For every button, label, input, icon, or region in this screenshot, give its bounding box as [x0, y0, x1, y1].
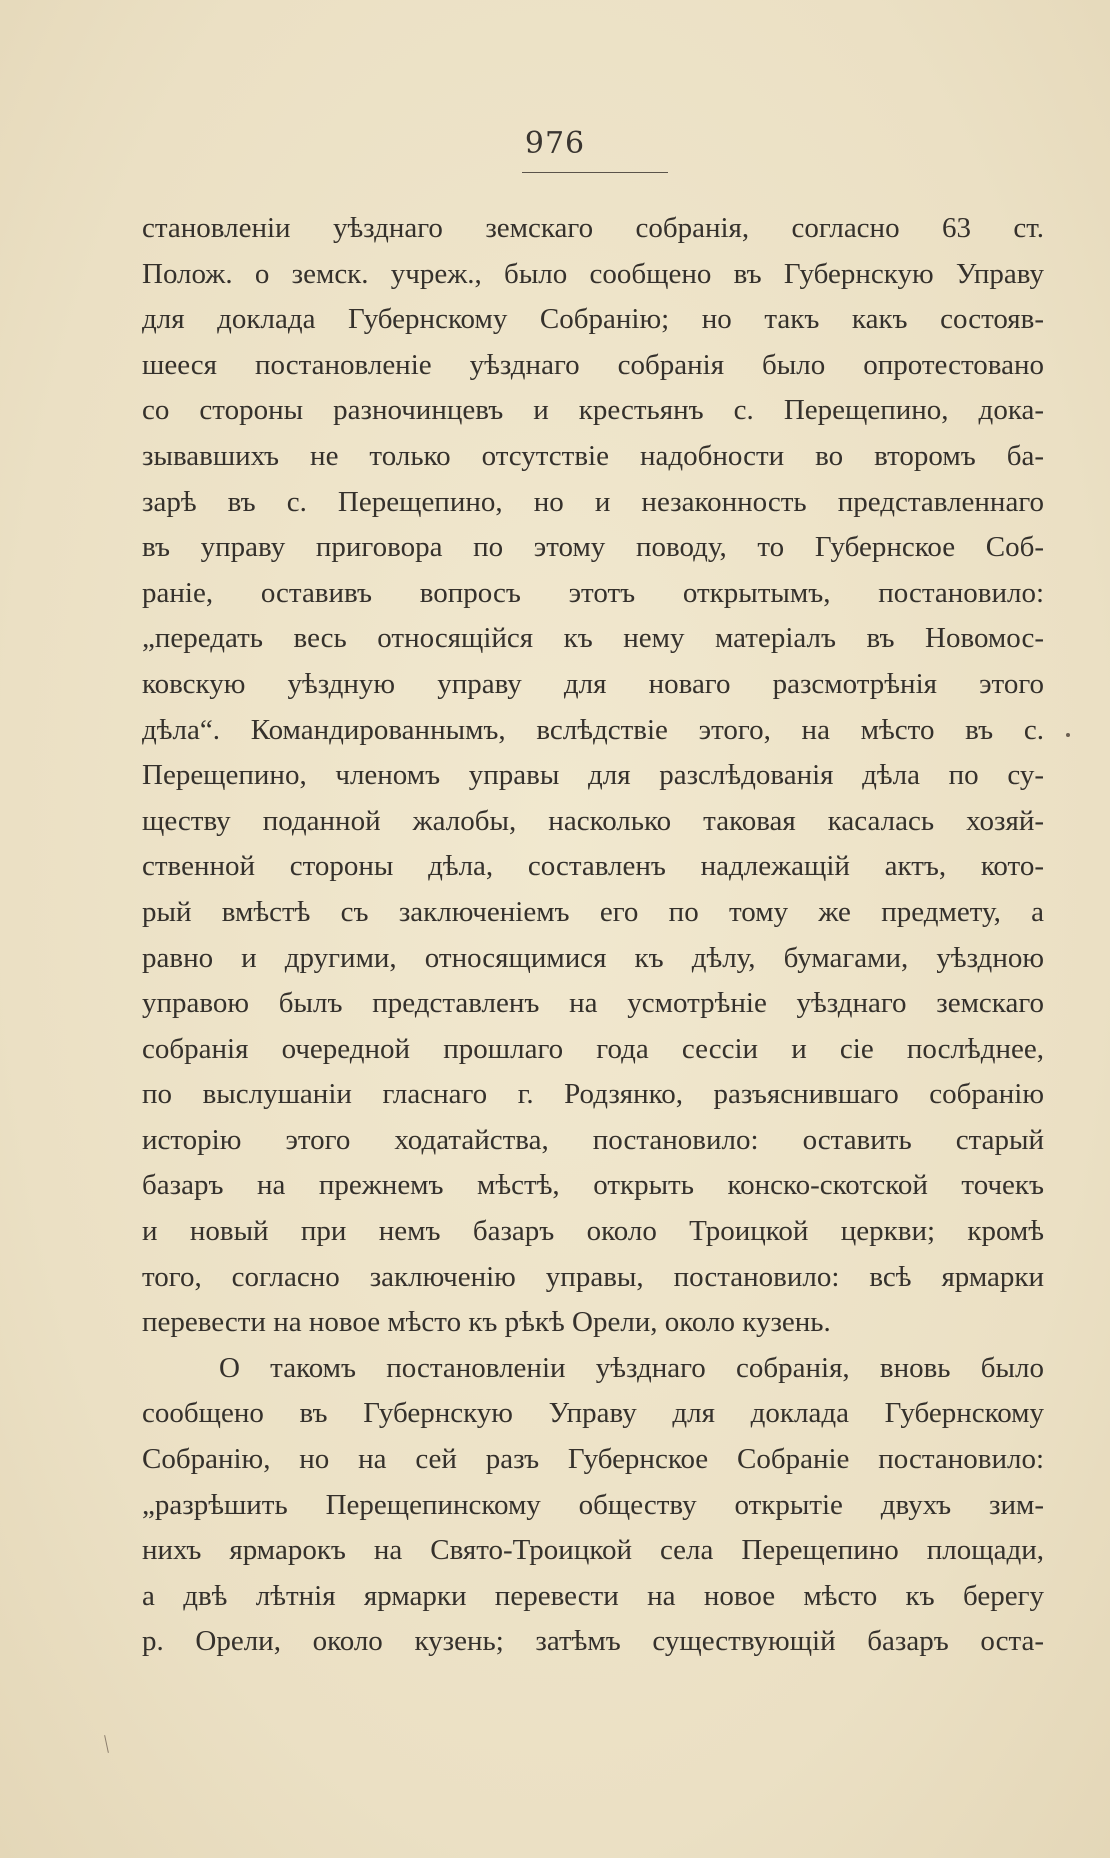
text-line: того, согласно заключенію управы, постановило: всѣ ярмарки: [142, 1260, 1044, 1293]
text-line: собранія очередной прошлаго года сессіи и сіе послѣднее,: [142, 1032, 1044, 1065]
text-line: по выслушаніи гласнаго г. Родзянко, разъяснившаго собранію: [142, 1078, 1044, 1111]
text-line: шееся постановленіе уѣзднаго собранія было опротестовано: [142, 348, 1044, 381]
text-line: въ управу приговора по этому поводу, то Губернское Соб-: [142, 531, 1044, 564]
text-line: зарѣ въ с. Перещепино, но и незаконность представленнаго: [142, 485, 1044, 518]
margin-pencil-mark: [104, 1735, 109, 1753]
text-line: „разрѣшить Перещепинскому обществу открытіе двухъ зим-: [142, 1488, 1044, 1521]
page-number-rule: [522, 172, 668, 173]
text-line: а двѣ лѣтнія ярмарки перевести на новое мѣсто къ берегу: [142, 1579, 1044, 1612]
text-line: базаръ на прежнемъ мѣстѣ, открыть конско-скотской точекъ: [142, 1169, 1044, 1202]
text-line: ковскую уѣздную управу для новаго разсмотрѣнія этого: [142, 667, 1044, 700]
text-line: рый вмѣстѣ съ заключеніемъ его по тому же предмету, а: [142, 895, 1044, 928]
text-line: зывавшихъ не только отсутствіе надобности во второмъ ба-: [142, 439, 1044, 472]
text-line: О такомъ постановленіи уѣзднаго собранія, вновь было: [219, 1351, 1044, 1384]
text-line: исторію этого ходатайства, постановило: оставить старый: [142, 1123, 1044, 1156]
text-line: ственной стороны дѣла, составленъ надлежащій актъ, кото-: [142, 850, 1044, 883]
text-line: перевести на новое мѣсто къ рѣкѣ Орели, около кузень.: [142, 1306, 831, 1339]
text-line: Полож. о земск. учреж., было сообщено въ Губернскую Управу: [142, 257, 1044, 290]
text-line: управою былъ представленъ на усмотрѣніе уѣзднаго земскаго: [142, 987, 1044, 1020]
text-line: равно и другими, относящимися къ дѣлу, бумагами, уѣздною: [142, 941, 1044, 974]
text-line: Перещепино, членомъ управы для разслѣдованія дѣла по су-: [142, 759, 1044, 792]
text-line: ществу поданной жалобы, насколько таковая касалась хозяй-: [142, 804, 1044, 837]
page-number: 976: [524, 126, 586, 161]
margin-ink-mark: [1066, 733, 1070, 737]
text-line: раніе, оставивъ вопросъ этотъ открытымъ, постановило:: [142, 576, 1044, 609]
text-line: со стороны разночинцевъ и крестьянъ с. Перещепино, дока-: [142, 394, 1044, 427]
text-line: сообщено въ Губернскую Управу для доклада Губернскому: [142, 1397, 1044, 1430]
body-text: [142, 206, 1044, 1665]
text-line: становленіи уѣзднаго земскаго собранія, согласно 63 ст.: [142, 212, 1044, 244]
text-line: р. Орели, около кузень; затѣмъ существующій базаръ оста-: [142, 1625, 1044, 1658]
text-line: дѣла“. Командированнымъ, вслѣдствіе этого, на мѣсто въ с.: [142, 713, 1044, 746]
text-line: Собранію, но на сей разъ Губернское Собраніе постановило:: [142, 1443, 1044, 1476]
text-line: и новый при немъ базаръ около Троицкой церкви; кромѣ: [142, 1215, 1044, 1248]
text-line: для доклада Губернскому Собранію; но такъ какъ состояв-: [142, 303, 1044, 336]
text-line: „передать весь относящійся къ нему матеріалъ въ Новомос-: [142, 622, 1044, 655]
text-line: нихъ ярмарокъ на Свято-Троицкой села Перещепино площади,: [142, 1534, 1044, 1567]
